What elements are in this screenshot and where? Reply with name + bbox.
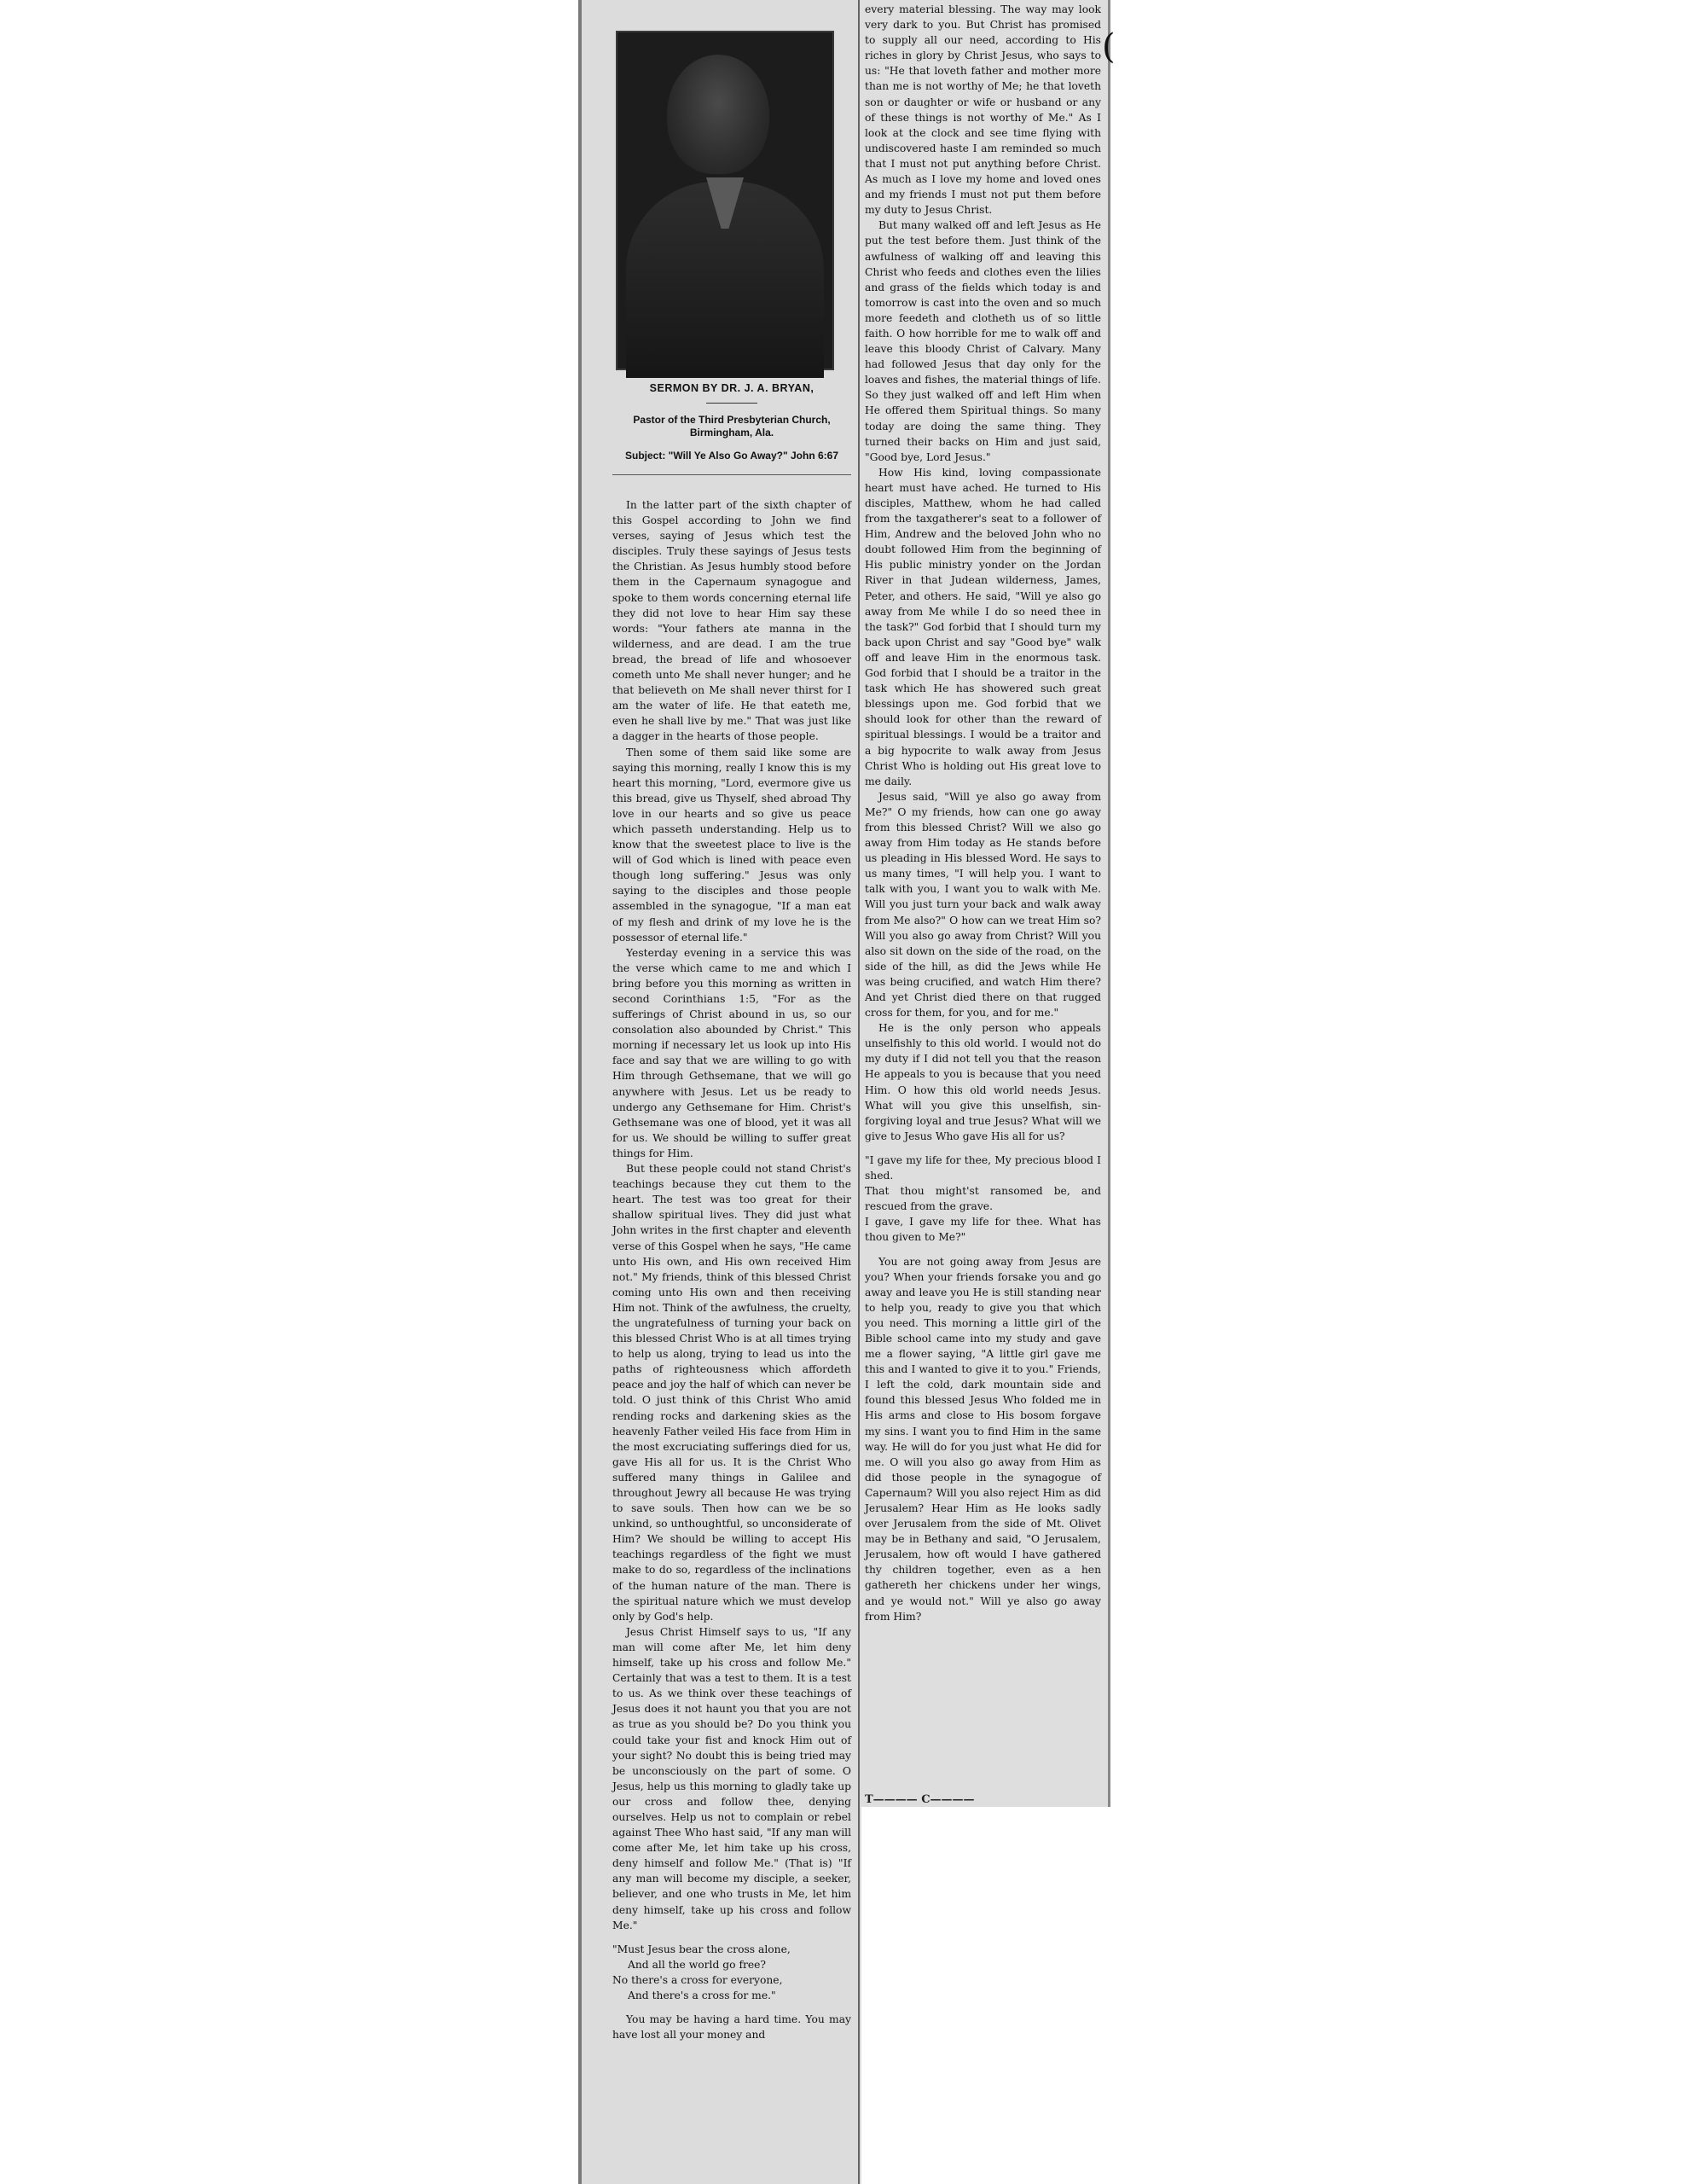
subject-line: Subject: "Will Ye Also Go Away?" John 6:67 [625, 450, 838, 462]
paragraph: Jesus Christ Himself says to us, "If any man will come after Me, let him deny himself, take up his cross and follow Me." Certainly that was a test to them. It is a test to us. As we think over these teachings of Jesus does it not haunt you that you are not as true as you should be? Do you think you could take your fist and knock Him out of your sight? No doubt this is being tried may be unconsciously on the part of some. O Jesus, help us this morning to gladly take up our cross and follow thee, denying ourselves. Help us not to complain or rebel against Thee Who hast said, "If any man will come after Me, let him take up his cross, deny himself and follow Me." (That is) "If any man will become my disciple, a seeker, believer, and one who trusts in Me, let him deny himself, take up his cross and follow Me." [612, 1625, 851, 1931]
hymn-line: "I gave my life for thee, My precious blood I shed. [865, 1153, 1101, 1182]
next-article-heading: T———— C———— [865, 1793, 975, 1806]
left-edge-rule [578, 0, 582, 2184]
hymn-line: I gave, I gave my life for thee. What has thou given to Me?" [865, 1216, 1101, 1244]
hymn-line: That thou might'st ransomed be, and rescued from the grave. [865, 1185, 1101, 1213]
hymn-quote [612, 1942, 851, 2003]
adjacent-column-glyph: ( [1102, 27, 1116, 67]
hymn-line: No there's a cross for everyone, [612, 1973, 783, 1986]
paragraph: But these people could not stand Christ's teachings because they cut them to the heart. The test was too great for their shallow spiritual lives. They did just what John writes in the first chapter and eleventh verse of this Gospel when he says, "He came unto His own, and His own received Him not." My friends, think of this blessed Christ coming unto His own and then receiving Him not. Think of the awfulness, the cruelty, the ungratefulness of turning your back on this blessed Christ Who is at all times trying to help us along, trying to lead us into the paths of righteousness which affordeth peace and joy the half of which can never be told. O just think of this Christ Who amid rending rocks and darkening skies as the heavenly Father veiled His face from Him in the most excruciating sufferings died for us, gave His all for us. It is the Christ Who suffered many things in Galilee and throughout Jewry all because He was trying to save souls. Then how can we be so unkind, so unthoughtful, so unconsiderate of Him? We should be willing to accept His teachings regardless of the fight we must make to do so, regardless of the inclinations of the human nature of the man. There is the spiritual nature which we must develop only by God's help. [612, 1163, 851, 1623]
paragraph: You are not going away from Jesus are you? When your friends forsake you and go away and leave you He is still standing near to help you, ready to give you that which you need. This morning a little girl of the Bible school came into my study and gave me a flower saying, "A little girl gave me this and I wanted to give it to you." Friends, I left the cold, dark mountain side and found this blessed Jesus Who folded me in His arms and close to His bosom forgave my sins. I want you to find Him in the same way. He will do for you just what He did for me. O will you also go away from Him as did those people in the synagogue of Capernaum? Will you also reject Him as did Jerusalem? Hear Him as He looks sadly over Jerusalem from the side of Mt. Olivet may be in Bethany and said, "O Jerusalem, Jerusalem, how oft would I have gathered thy children together, even as a hen gathereth her chickens under her wings, and ye would not." Will ye also go away from Him? [865, 1255, 1101, 1623]
paragraph: But many walked off and left Jesus as He put the test before them. Just think of the awfulness of walking off and leaving this Christ who feeds and clothes even the lilies and grass of the fields which today is and tomorrow is cast into the oven and so much more feedeth and clotheth us of so little faith. O how horrible for me to walk off and leave this bloody Christ of Calvary. Many had followed Jesus that day only for the loaves and fishes, the material things of life. So they just walked off and left Him when He offered them Spiritual things. So many today are doing the same thing. They turned their backs on Him and just said, "Good bye, Lord Jesus." [865, 219, 1101, 463]
sermon-title: SERMON BY DR. J. A. BRYAN, [649, 382, 815, 394]
caption-bottom-rule [612, 474, 851, 475]
paragraph: Yesterday evening in a service this was the verse which came to me and which I bring before you this morning as written in second Corinthians 1:5, "For as the sufferings of Christ abound in us, so our consolation also abounded by Christ." This morning if necessary let us look up into His face and say that we are willing to go with Him through Gethsemane, that we will go anywhere with Jesus. Let us be ready to undergo any Gethsemane for Him. Christ's Gethsemane was one of blood, yet it was all for us. We should be willing to suffer great things for Him. [612, 946, 851, 1159]
paragraph: Then some of them said like some are saying this morning, really I know this is my heart this morning, "Lord, evermore give us this bread, give us Thyself, shed abroad Thy love in our hearts and so give us peace which passeth understanding. Help us to know that the sweetest place to live is the will of God which is lined with peace even though long suffering." Jesus was only saying to the disciples and those people assembled in the synagogue, "If a man eat of my flesh and drink of my love he is the possessor of eternal life." [612, 746, 851, 944]
hymn-line: "Must Jesus bear the cross alone, [612, 1943, 791, 1955]
hymn-line: And all the world go free? [628, 1958, 767, 1971]
article-column-1 [612, 497, 851, 2042]
column-divider [858, 0, 860, 2184]
paragraph: every material blessing. The way may look very dark to you. But Christ has promised to supply all our need, according to His riches in glory by Christ Jesus, who says to us: "He that loveth father and mother more than me is not worthy of Me; he that loveth son or daughter or wife or husband or any of these things is not worthy of Me." As I look at the clock and see time flying with undiscovered haste I am reminded so much that I must not put anything before Christ. As much as I love my home and loved ones and my friends I must not put them before my duty to Jesus Christ. [865, 3, 1101, 217]
right-edge-rule [1108, 0, 1110, 1807]
pastor-portrait-photo [616, 31, 834, 370]
caption-rule [706, 403, 757, 404]
article-column-2 [865, 2, 1101, 1624]
paragraph: He is the only person who appeals unselfishly to this old world. I would not do my duty if I did not tell you that the reason He appeals to you is because that you need Him. O how this old world needs Jesus. What will you give this unselfish, sin-forgiving loyal and true Jesus? What will we give to Jesus Who gave His all for us? [865, 1022, 1101, 1142]
paragraph: In the latter part of the sixth chapter of this Gospel according to John we find verses, saying of Jesus which test the disciples. Truly these sayings of Jesus tests the Christian. As Jesus humbly stood before them in the Capernaum synagogue and spoke to them words concerning eternal life they did not love to hear Him say these words: "Your fathers ate manna in the wilderness, and are dead. I am the true bread, the bread of life and whosoever cometh unto Me shall never hunger; and he that believeth on Me shall never thirst for I am the water of life. He that eateth me, even he shall live by me." That was just like a dagger in the hearts of those people. [612, 499, 851, 743]
pastor-line: Pastor of the Third Presbyterian Church, Birmingham, Ala. [633, 414, 831, 439]
hymn-line: And there's a cross for me." [628, 1989, 776, 2001]
sermon-caption [612, 382, 851, 475]
paragraph: You may be having a hard time. You may have lost all your money and [612, 2013, 851, 2042]
paragraph: Jesus said, "Will ye also go away from Me?" O my friends, how can one go away from this blessed Christ? Will we also go away from Him today as He stands before us pleading in His blessed Word. He says to us many times, "I will help you. I want to talk with you, I want you to walk with Me. Will you just turn your back and walk away from Me also?" O how can we treat Him so? Will you also go away from Christ? Will you also sit down on the side of the road, on the side of the hill, as did the Jews while He was being crucified, and watch Him there? And yet Christ died there on that rugged cross for them, for you, and for me." [865, 790, 1101, 1019]
portrait-head [667, 55, 769, 174]
hymn-quote [865, 1153, 1101, 1246]
paragraph: How His kind, loving compassionate heart must have ached. He turned to His disciples, Matthew, whom he had called from the taxgatherer's seat to a follower of Him, Andrew and the beloved John who no doubt followed Him from the beginning of His public ministry yonder on the Jordan River in that Judean wilderness, James, Peter, and others. He said, "Will ye also go away from Me while I do so need thee in the task?" God forbid that I should turn my back upon Christ and say "Good bye" walk off and leave Him in the enormous task. God forbid that I should be a traitor in the task which He has showered such great blessings upon me. God forbid that we should look for other than the reward of spiritual blessings. I would be a traitor and a big hypocrite to walk away from Jesus Christ Who is holding out His great love to me daily. [865, 466, 1101, 787]
